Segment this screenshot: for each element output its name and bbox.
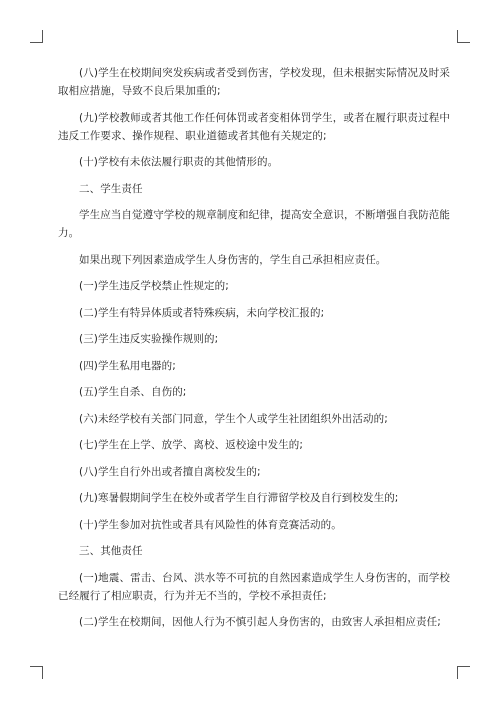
paragraph: (十)学校有未依法履行职责的其他情形的。 xyxy=(79,156,279,168)
list-item: (二)学生有特异体质或者特殊疾病，未向学校汇报的; xyxy=(79,306,325,319)
list-item: (三)学生违反实验操作规则的; xyxy=(79,333,219,345)
list-item: (七)学生在上学、放学、离校、返校途中发生的; xyxy=(79,439,304,451)
paragraph: 学生应当自觉遵守学校的规章制度和纪律，提高安全意识，不断增强自我防范能力。 xyxy=(58,209,450,239)
list-item: (四)学生私用电器的; xyxy=(79,359,176,372)
list-item: (六)未经学校有关部门同意，学生个人或学生社团组织外出活动的; xyxy=(79,412,388,425)
list-item: (一)学生违反学校禁止性规定的; xyxy=(79,280,229,292)
crop-mark-top-right xyxy=(457,30,470,43)
paragraph: (九)学校教师或者其他工作任何体罚或者变相体罚学生，或者在履行职责过程中违反工作要求、操作规程、职业道德或者其他有关规定的; xyxy=(58,111,450,142)
list-item: (一)地震、雷击、台风、洪水等不可抗的自然因素造成学生人身伤害的，而学校已经履行了相应职责，行为并无不当的，学校不承担责任; xyxy=(58,571,450,602)
list-item: (五)学生自杀、自伤的; xyxy=(79,386,187,398)
list-item: (二)学生在校期间，因他人行为不慎引起人身伤害的，由致害人承担相应责任; xyxy=(79,616,441,628)
document-body xyxy=(58,64,450,640)
section-heading: 二、学生责任 xyxy=(79,182,143,195)
crop-mark-top-left xyxy=(30,30,43,43)
paragraph: 如果出现下列因素造成学生人身伤害的，学生自己承担相应责任。 xyxy=(79,253,387,266)
section-heading: 三、其他责任 xyxy=(79,545,143,557)
list-item: (九)寒暑假期间学生在校外或者学生自行滞留学校及自行到校发生的; xyxy=(79,492,399,504)
crop-mark-bottom-left xyxy=(30,666,43,679)
list-item: (十)学生参加对抗性或者具有风险性的体育竞赛活动的。 xyxy=(79,518,342,531)
list-item: (八)学生自行外出或者擅自离校发生的; xyxy=(79,465,261,478)
crop-mark-bottom-right xyxy=(457,666,470,679)
paragraph: (八)学生在校期间突发疾病或者受到伤害，学校发现，但未根据实际情况及时采取相应措施，导致不良后果加重的; xyxy=(58,67,450,97)
